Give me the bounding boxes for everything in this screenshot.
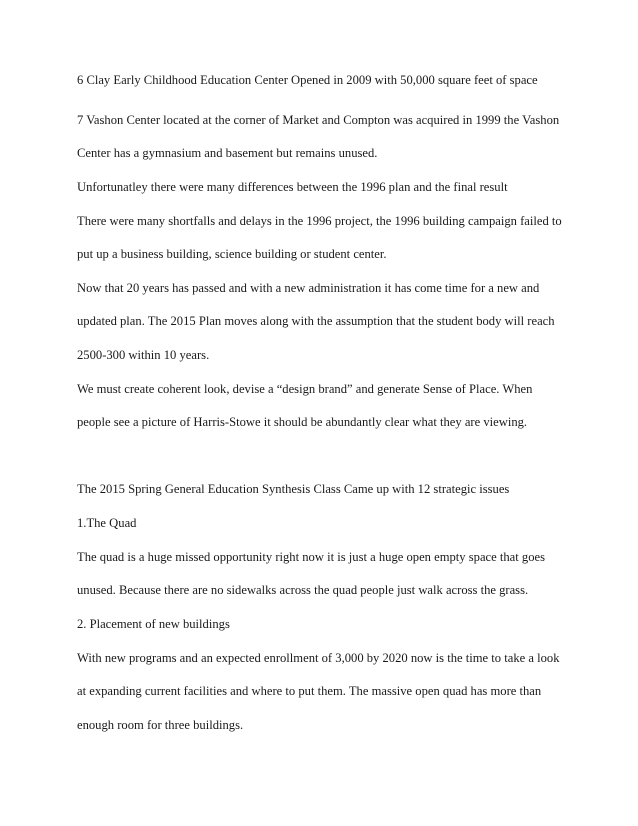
text-line-vashon-center-cont: Center has a gymnasium and basement but remains unused. (77, 146, 378, 160)
text-line-differences: Unfortunatley there were many differences between the 1996 plan and the final result (77, 180, 508, 194)
text-line-design-brand: We must create coherent look, devise a “design brand” and generate Sense of Place. When (77, 382, 533, 396)
text-line-quad-opportunity-cont: unused. Because there are no sidewalks across the quad people just walk across the grass. (77, 583, 529, 597)
section-heading-placement: 2. Placement of new buildings (77, 617, 230, 631)
text-line-new-programs-cont: at expanding current facilities and where to put them. The massive open quad has more than (77, 684, 542, 698)
text-line-new-programs: With new programs and an expected enrollment of 3,000 by 2020 now is the time to take a look (77, 651, 560, 665)
text-line-strategic-issues: The 2015 Spring General Education Synthesis Class Came up with 12 strategic issues (77, 482, 510, 496)
section-heading-the-quad: 1.The Quad (77, 516, 137, 530)
text-line-new-programs-end: enough room for three buildings. (77, 718, 244, 732)
text-line-clay-center: 6 Clay Early Childhood Education Center Opened in 2009 with 50,000 square feet of space (77, 73, 538, 87)
text-line-quad-opportunity: The quad is a huge missed opportunity right now it is just a huge open empty space that goes (77, 550, 545, 564)
text-line-shortfalls-cont: put up a business building, science building or student center. (77, 247, 387, 261)
text-line-new-administration: Now that 20 years has passed and with a new administration it has come time for a new and (77, 281, 540, 295)
text-line-2015-plan: updated plan. The 2015 Plan moves along with the assumption that the student body will reach (77, 314, 555, 328)
text-line-design-brand-cont: people see a picture of Harris-Stowe it should be abundantly clear what they are viewing. (77, 415, 528, 429)
text-line-vashon-center: 7 Vashon Center located at the corner of Market and Compton was acquired in 1999 the Vashon (77, 113, 560, 127)
text-line-enrollment-target: 2500-300 within 10 years. (77, 348, 210, 362)
text-line-shortfalls: There were many shortfalls and delays in the 1996 project, the 1996 building campaign failed to (77, 214, 562, 228)
